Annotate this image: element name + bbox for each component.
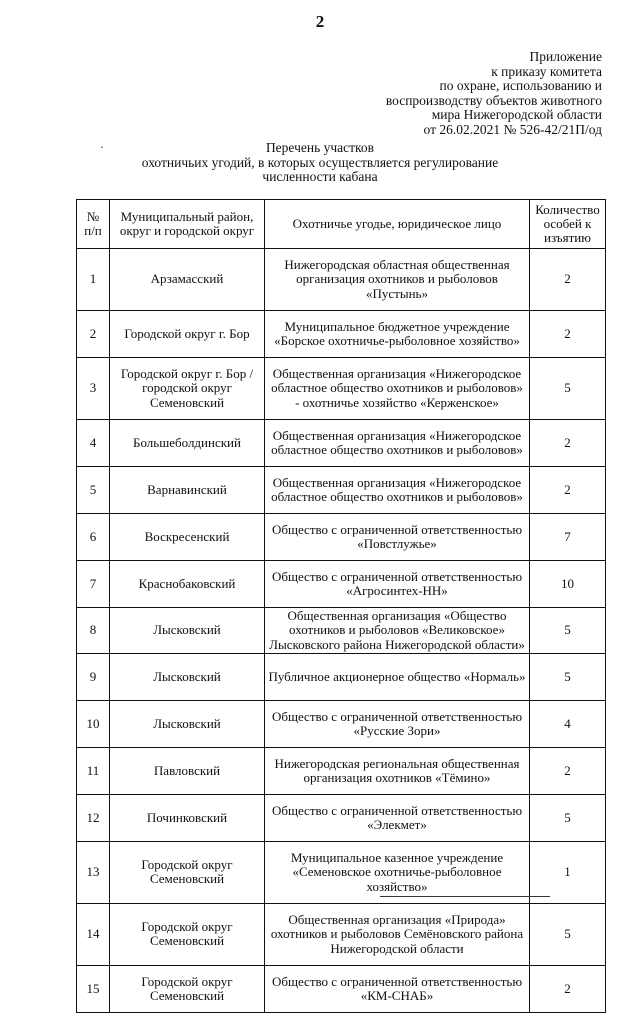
cell-district: Воскресенский (110, 514, 265, 561)
cell-number: 5 (77, 467, 110, 514)
table-row (77, 794, 606, 841)
cell-number: 6 (77, 514, 110, 561)
cell-hunting-ground: Общество с ограниченной ответственностью «Русские Зори» (265, 700, 530, 747)
table-row (77, 903, 606, 965)
table-row (77, 653, 606, 700)
cell-hunting-ground: Нижегородская региональная общественная организация охотников «Тёмино» (265, 747, 530, 794)
table-row (77, 420, 606, 467)
appendix-line: по охране, использованию и (439, 78, 602, 94)
cell-hunting-ground: Муниципальное бюджетное учреждение «Борское охотничье-рыболовное хозяйство» (265, 311, 530, 358)
cell-count: 4 (530, 700, 606, 747)
header-hunting-ground: Охотничье угодье, юридическое лицо (265, 200, 530, 249)
cell-count: 5 (530, 653, 606, 700)
cell-count: 1 (530, 841, 606, 903)
cell-count: 2 (530, 747, 606, 794)
cell-hunting-ground: Общественная организация «Нижегородское областное общество охотников и рыболовов» - охотничье хозяйство «Керженское» (265, 358, 530, 420)
cell-number: 13 (77, 841, 110, 903)
cell-count: 2 (530, 249, 606, 311)
cell-hunting-ground: Общество с ограниченной ответственностью «Элекмет» (265, 794, 530, 841)
cell-hunting-ground: Муниципальное казенное учреждение «Семеновское охотничье-рыболовное хозяйство» (265, 841, 530, 903)
cell-count: 5 (530, 358, 606, 420)
cell-number: 12 (77, 794, 110, 841)
table-row (77, 311, 606, 358)
cell-district: Лысковский (110, 608, 265, 654)
table-header-row (77, 200, 606, 249)
cell-district: Большеболдинский (110, 420, 265, 467)
cell-hunting-ground: Общественная организация «Общество охотников и рыболовов «Великовское» Лысковского района Нижегородской области» (265, 608, 530, 654)
appendix-line: мира Нижегородской области (431, 107, 602, 123)
table-row (77, 608, 606, 654)
list-title-line: Перечень участков (265, 140, 375, 155)
appendix-line: Приложение (529, 49, 602, 64)
cell-district: Городской округ Семеновский (110, 903, 265, 965)
cell-district: Краснобаковский (110, 561, 265, 608)
table-row (77, 249, 606, 311)
appendix-line: воспроизводству объектов животного (385, 92, 602, 108)
cell-count: 5 (530, 608, 606, 654)
cell-count: 2 (530, 420, 606, 467)
hunting-grounds-table (76, 199, 606, 1013)
cell-number: 3 (77, 358, 110, 420)
cell-number: 11 (77, 747, 110, 794)
cell-count: 5 (530, 794, 606, 841)
appendix-block (302, 50, 602, 138)
cell-district: Городской округ г. Бор / городской округ Семеновский (110, 358, 265, 420)
cell-district: Арзамасский (110, 249, 265, 311)
appendix-line: к приказу комитета (491, 63, 602, 79)
cell-district: Лысковский (110, 700, 265, 747)
page-number: 2 (315, 12, 325, 31)
cell-hunting-ground: Общество с ограниченной ответственностью «КМ-СНАБ» (265, 965, 530, 1012)
cell-district: Павловский (110, 747, 265, 794)
table-row (77, 747, 606, 794)
cell-number: 8 (77, 608, 110, 654)
cell-number: 4 (77, 420, 110, 467)
cell-district: Лысковский (110, 653, 265, 700)
header-number: № п/п (77, 200, 110, 249)
cell-hunting-ground: Общество с ограниченной ответственностью «Повстлужье» (265, 514, 530, 561)
cell-number: 1 (77, 249, 110, 311)
table-row (77, 358, 606, 420)
cell-count: 10 (530, 561, 606, 608)
cell-count: 2 (530, 965, 606, 1012)
table-row (77, 841, 606, 903)
header-count: Количество особей к изъятию (530, 200, 606, 249)
cell-number: 2 (77, 311, 110, 358)
cell-count: 5 (530, 903, 606, 965)
cell-hunting-ground: Публичное акционерное общество «Нормаль» (265, 653, 530, 700)
cell-district: Варнавинский (110, 467, 265, 514)
footer-rule (380, 896, 550, 897)
cell-count: 2 (530, 467, 606, 514)
cell-district: Починковский (110, 794, 265, 841)
cell-hunting-ground: Общественная организация «Нижегородское областное общество охотников и рыболовов» (265, 420, 530, 467)
header-district: Муниципальный район, округ и городской округ (110, 200, 265, 249)
cell-count: 7 (530, 514, 606, 561)
table-row (77, 965, 606, 1012)
list-title (0, 141, 640, 185)
table-row (77, 467, 606, 514)
cell-number: 14 (77, 903, 110, 965)
cell-number: 15 (77, 965, 110, 1012)
cell-district: Городской округ Семеновский (110, 965, 265, 1012)
table-row (77, 561, 606, 608)
cell-count: 2 (530, 311, 606, 358)
cell-hunting-ground: Общественная организация «Природа» охотников и рыболовов Семёновского района Нижегородской области (265, 903, 530, 965)
cell-number: 7 (77, 561, 110, 608)
list-title-line: охотничьих угодий, в которых осуществляется регулирование (141, 154, 499, 170)
appendix-line: от 26.02.2021 № 526-42/21П/од (423, 121, 602, 137)
table-row (77, 514, 606, 561)
cell-hunting-ground: Нижегородская областная общественная организация охотников и рыболовов «Пустынь» (265, 249, 530, 311)
list-title-line: численности кабана (262, 169, 378, 185)
cell-district: Городской округ г. Бор (110, 311, 265, 358)
table-row (77, 700, 606, 747)
cell-district: Городской округ Семеновский (110, 841, 265, 903)
scan-dot: · (100, 140, 104, 154)
cell-hunting-ground: Общество с ограниченной ответственностью «Агросинтех-НН» (265, 561, 530, 608)
cell-number: 9 (77, 653, 110, 700)
cell-hunting-ground: Общественная организация «Нижегородское областное общество охотников и рыболовов» (265, 467, 530, 514)
cell-number: 10 (77, 700, 110, 747)
